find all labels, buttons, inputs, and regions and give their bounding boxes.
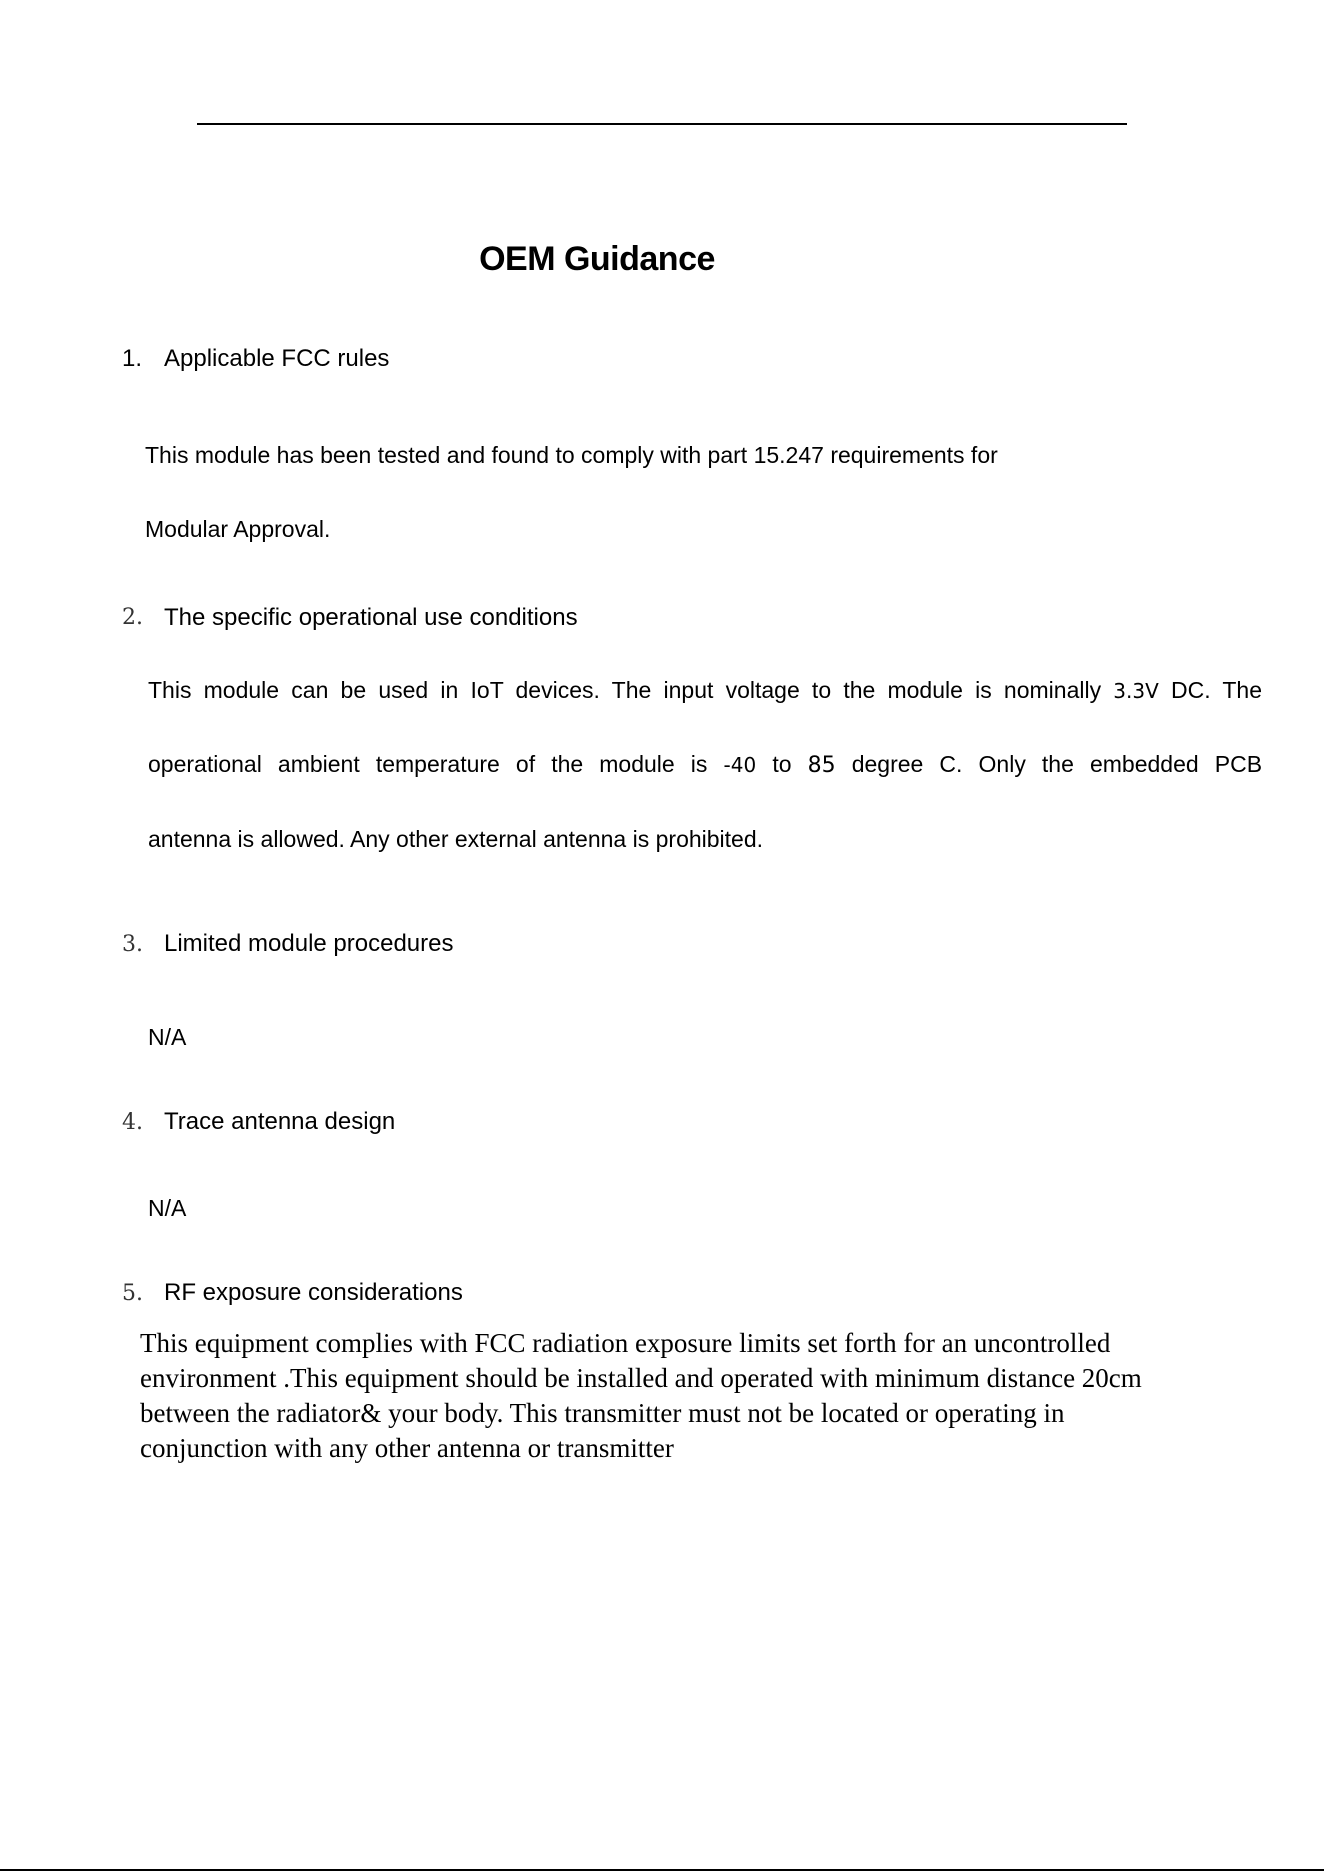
section-heading: Applicable FCC rules: [164, 345, 390, 372]
section-number: 4.: [122, 1110, 143, 1135]
footer-rule: [0, 1869, 1324, 1871]
section-number: 3.: [122, 932, 143, 957]
section-heading: RF exposure considerations: [164, 1279, 463, 1306]
paragraph-line: This equipment complies with FCC radiation exposure limits set forth for an uncontrolled: [140, 1328, 1111, 1358]
rf-exposure-paragraph: [140, 1326, 1240, 1466]
section-body-line: antenna is allowed. Any other external antenna is prohibited.: [148, 826, 764, 852]
section-body-line: Modular Approval.: [145, 516, 331, 542]
header-rule: [197, 123, 1127, 125]
section-heading: The specific operational use conditions: [164, 604, 578, 631]
paragraph-line: between the radiator& your body. This transmitter must not be located or operating in: [140, 1398, 1065, 1428]
section-heading: Trace antenna design: [164, 1108, 396, 1135]
section-heading: Limited module procedures: [164, 930, 454, 957]
section-number: 2.: [122, 605, 143, 630]
section-body: N/A: [148, 1024, 187, 1050]
page-title: OEM Guidance: [479, 240, 715, 278]
section-body-line: This module can be used in IoT devices. The input voltage to the module is nominally 3.3V DC. The: [148, 677, 1263, 703]
section-body-line: This module has been tested and found to comply with part 15.247 requirements for: [145, 442, 998, 468]
section-body-line: operational ambient temperature of the module is -40 to 85 degree C. Only the embedded PCB: [148, 751, 1263, 778]
section-body: N/A: [148, 1195, 187, 1221]
paragraph-line: conjunction with any other antenna or transmitter: [140, 1433, 674, 1463]
paragraph-line: environment .This equipment should be installed and operated with minimum distance 20cm: [140, 1363, 1142, 1393]
section-number: 1.: [122, 345, 143, 372]
section-number: 5.: [122, 1281, 143, 1306]
